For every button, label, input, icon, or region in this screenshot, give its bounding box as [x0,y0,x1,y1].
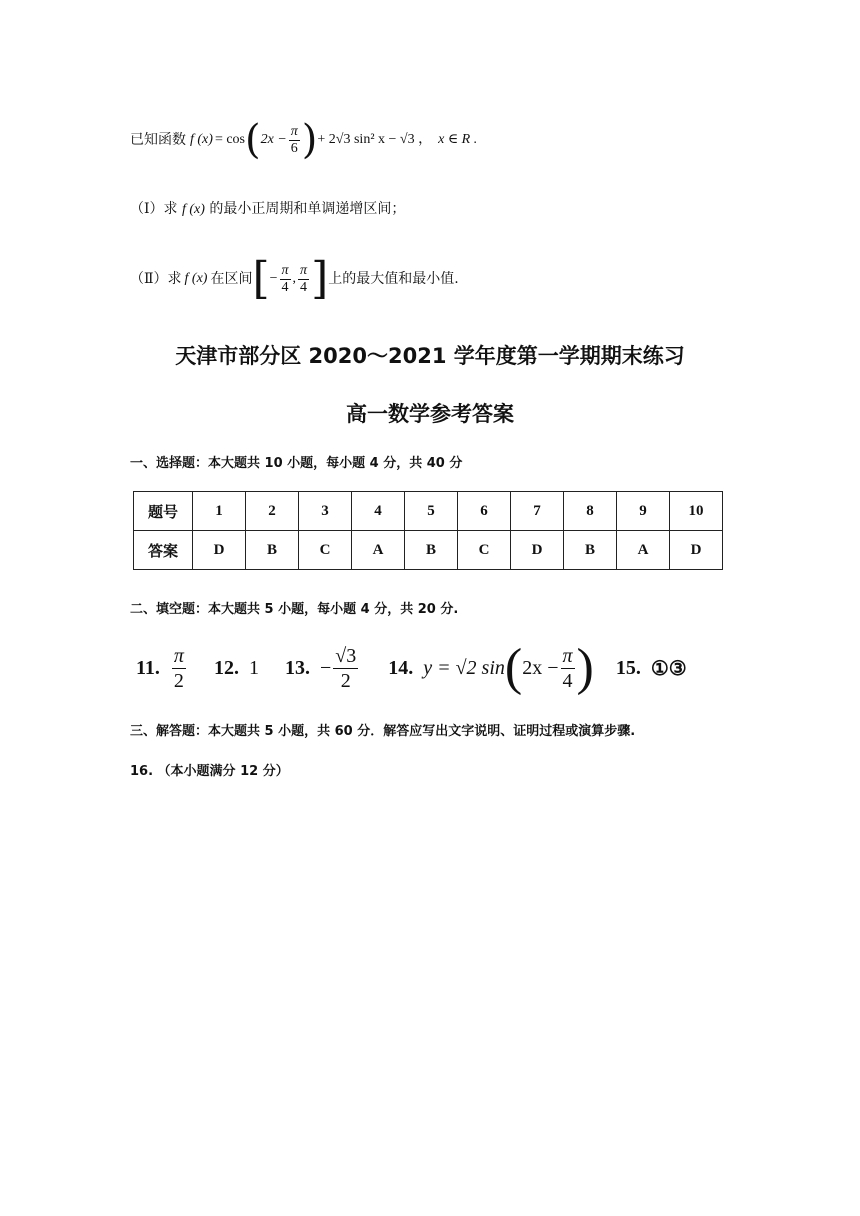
part-one [130,200,405,219]
left-paren: ( [504,639,523,696]
part-one-suffix: 的最小正周期和单调递增区间； [209,201,406,217]
minus-sign: − [269,271,278,286]
q15-label: 15. [615,656,641,679]
q15-answer: ①③ [650,657,687,680]
answer-table [133,491,723,570]
part-one-function: f (x) [181,202,205,217]
part-two-suffix: 上的最大值和最小值. [328,271,459,287]
lower-bound-fraction [280,263,291,296]
section-two-heading: 二、填空题：本大题共 5 小题，每小题 4 分，共 20 分. [130,602,459,617]
table-cell: D [511,531,564,570]
row-header-number: 题号 [134,492,193,531]
function-name: f (x) [190,132,213,147]
question-sixteen: 16. （本小题满分 12 分） [130,764,289,779]
upper-bound-fraction [298,263,309,296]
q14-fraction [561,644,575,693]
q12-label: 12. [213,656,239,679]
table-cell: D [670,531,723,570]
section-three-heading: 三、解答题：本大题共 5 小题，共 60 分．解答应写出文字说明、证明过程或演算步骤. [130,724,636,739]
problem-intro: 已知函数 [130,132,186,148]
problem-statement [130,118,477,162]
fraction-denominator: 6 [290,140,298,156]
fraction-denominator: 2 [173,669,184,692]
fraction-numerator: π [290,123,298,139]
fraction-denominator: 2 [340,669,351,692]
table-cell: B [246,531,299,570]
fraction-numerator: π [562,644,573,667]
q11-answer [172,644,186,693]
q14-inner: 2x − [522,656,559,679]
interval-comma: , [292,271,297,286]
table-cell: C [299,531,352,570]
q11-label: 11. [136,656,160,679]
pi-over-six [289,124,300,157]
fraction-denominator: 4 [281,279,289,295]
left-paren: ( [245,117,261,163]
fill-in-answers [136,638,687,698]
fraction-numerator: π [300,262,308,278]
cos-term: = cos [214,132,245,147]
row-header-answer: 答案 [134,531,193,570]
part-one-prefix: （Ⅰ）求 [130,201,178,217]
q13-answer [333,644,358,693]
fraction-numerator: π [281,262,289,278]
part-two-function: f (x) [184,271,208,286]
right-paren: ) [301,117,318,163]
fraction-numerator: π [173,644,184,667]
right-bracket: ] [311,253,329,304]
inner-expression: 2x − [260,132,287,147]
table-cell: C [458,531,511,570]
part-two-prefix: （Ⅱ）求 [130,271,182,287]
table-cell: A [352,531,405,570]
left-bracket: [ [252,253,270,304]
q14-expression: y = √2 sin [423,656,505,679]
table-cell: 4 [352,492,405,531]
section-one-heading: 一、选择题：本大题共 10 小题，每小题 4 分，共 40 分 [130,456,463,471]
domain: x ∈ R . [438,132,478,147]
table-cell: D [193,531,246,570]
q13-label: 13. [284,656,310,679]
table-cell: 2 [246,492,299,531]
table-row [134,492,723,531]
fraction-denominator: 4 [300,279,308,295]
table-cell: 6 [458,492,511,531]
table-cell: 1 [193,492,246,531]
part-two-mid: 在区间 [210,271,253,287]
table-cell: 9 [617,492,670,531]
page-subtitle: 高一数学参考答案 [346,402,514,426]
q12-answer: 1 [248,656,259,679]
fraction-denominator: 4 [562,669,573,692]
table-cell: 7 [511,492,564,531]
right-paren: ) [576,639,594,696]
table-cell: B [564,531,617,570]
table-cell: 10 [670,492,723,531]
q13-sign: − [319,656,332,679]
table-cell: A [617,531,670,570]
table-cell: 8 [564,492,617,531]
fraction-numerator: √3 [335,644,357,667]
second-term: + 2√3 sin² x − √3 ， [317,132,433,147]
table-row [134,531,723,570]
table-cell: 3 [299,492,352,531]
q14-label: 14. [388,656,414,679]
part-two [130,253,459,304]
page-title: 天津市部分区 2020～2021 学年度第一学期期末练习 [175,344,685,368]
table-cell: B [405,531,458,570]
table-cell: 5 [405,492,458,531]
